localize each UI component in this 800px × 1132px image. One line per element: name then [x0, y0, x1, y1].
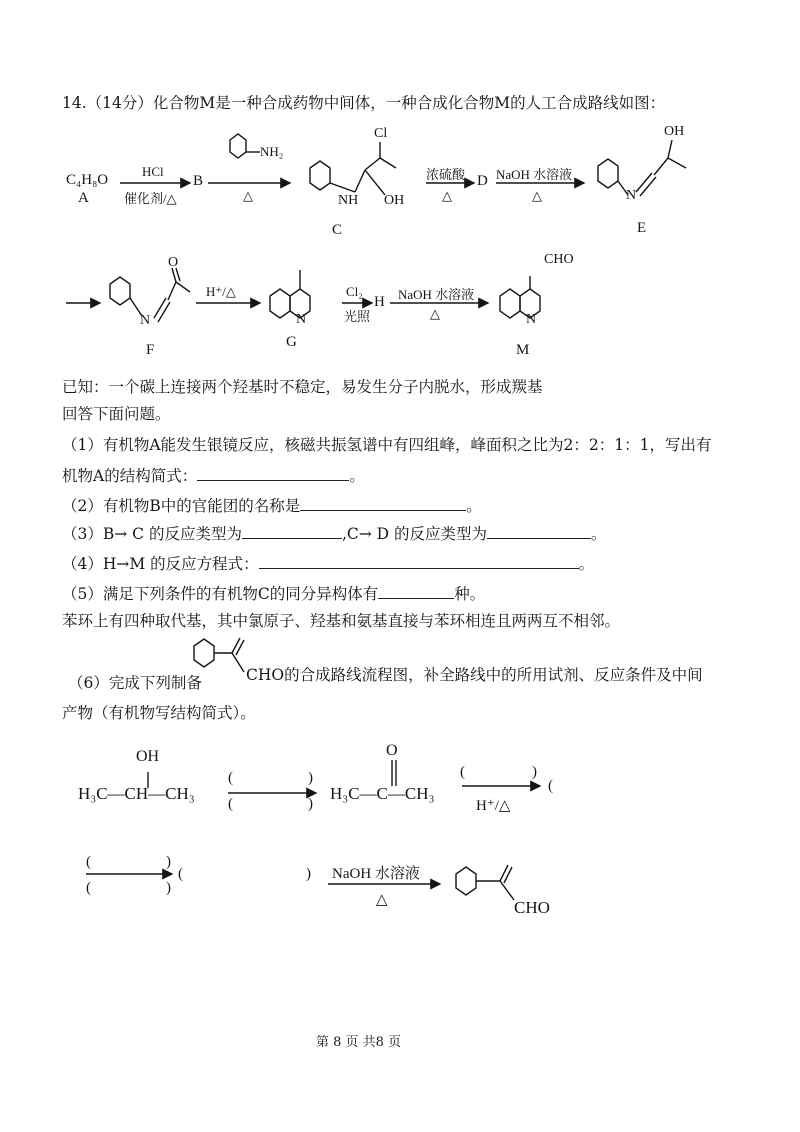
q4-end: 。	[578, 555, 595, 573]
q4-line	[62, 552, 594, 575]
condition-heat-2: △	[243, 188, 253, 203]
label-c: C	[332, 222, 343, 238]
compound-g-n: N	[296, 312, 307, 327]
question-header: 14.（14分）化合物M是一种合成药物中间体，一种合成化合物M的人工合成路线如图：	[62, 94, 666, 112]
answer-intro: 回答下面问题。	[62, 405, 171, 423]
compound-f-n: N	[140, 313, 151, 328]
compound-m-n: N	[526, 312, 537, 327]
q1-label: 机物A的结构简式：	[62, 467, 198, 485]
condition-catalyst-heat: 催化剂/△	[124, 191, 177, 206]
q3-label-b: ,C→ D 的反应类型为	[341, 525, 488, 543]
compound-e-oh: OH	[664, 124, 685, 139]
compound-f-ring	[110, 277, 130, 305]
scheme2-paren-11: )	[166, 880, 171, 896]
q1-end: 。	[349, 467, 365, 485]
scheme2-heat: △	[376, 892, 388, 908]
page-footer: 第 8 页 共8 页	[316, 1035, 402, 1050]
q6-text-c: 产物（有机物写结构简式）。	[62, 704, 256, 722]
label-f: F	[146, 342, 155, 358]
condition-acid-heat: H⁺/△	[206, 284, 236, 299]
q3-answer-blank-1[interactable]	[242, 522, 342, 539]
scheme2-naoh-aq: NaOH 水溶液	[332, 866, 420, 882]
q5-end: 种。	[454, 585, 486, 603]
scheme2-paren-2: )	[308, 770, 313, 786]
formula-c4h8o: C₄H₈O	[66, 172, 109, 188]
compound-c-cl: Cl	[374, 126, 388, 141]
condition-heat-3: △	[442, 188, 452, 203]
synthesis-scheme-1	[0, 0, 800, 360]
label-a: A	[78, 190, 89, 206]
scheme2-paren-7: (	[548, 778, 553, 794]
scheme2-paren-1: (	[228, 770, 233, 786]
q5-condition: 苯环上有四种取代基，其中氯原子、羟基和氨基直接与苯环相连且两两互不相邻。	[62, 612, 621, 630]
scheme2-paren-13: )	[306, 866, 311, 882]
q5-line	[62, 582, 485, 605]
q3-answer-blank-2[interactable]	[487, 522, 591, 539]
q5-label: （5）满足下列条件的有机物C的同分异构体有	[62, 585, 379, 603]
reagent-naoh-aq-2: NaOH 水溶液	[398, 287, 475, 302]
q2-line	[62, 494, 482, 517]
scheme2-acetone: H₃C—C—CH₃	[330, 784, 435, 803]
scheme2-paren-3: (	[228, 796, 233, 812]
q6-text-b: CHO的合成路线流程图，补全路线中的所用试剂、反应条件及中间	[246, 666, 703, 684]
scheme2-paren-5: (	[460, 764, 465, 780]
scheme2-paren-8: (	[86, 854, 91, 870]
condition-heat-7: △	[430, 306, 440, 321]
compound-c-ring	[310, 161, 330, 190]
q3-line	[62, 522, 607, 545]
scheme2-paren-4: )	[308, 796, 313, 812]
compound-c-oh: OH	[384, 193, 405, 208]
condition-heat-4: △	[532, 188, 542, 203]
scheme2-paren-9: )	[166, 854, 171, 870]
q6-label: （6）完成下列制备	[68, 674, 202, 692]
reagent-aniline-nh2: NH₂	[260, 144, 284, 159]
reagent-conc-sulfuric-acid: 浓硫酸	[426, 167, 466, 182]
compound-e-ring	[598, 159, 618, 188]
compound-m-benzo-ring	[500, 289, 520, 318]
scheme2-acid-heat: H⁺/△	[476, 798, 511, 814]
scheme2-paren-10: (	[86, 880, 91, 896]
q1-answer-blank[interactable]	[197, 464, 349, 481]
compound-m-cho: CHO	[544, 252, 574, 267]
q4-label: （4）H→M 的反应方程式：	[62, 555, 259, 573]
reagent-hcl: HCl	[142, 164, 164, 179]
q3-label-a: （3）B→ C 的反应类型为	[62, 525, 242, 543]
q1-line1: （1）有机物A能发生银镜反应，核磁共振氢谱中有四组峰，峰面积之比为2：2：1：1，写出有	[62, 436, 712, 454]
scheme2-product-ring	[456, 867, 476, 895]
reagent-cl2: Cl₂	[346, 284, 363, 299]
q3-end: 。	[591, 525, 607, 543]
compound-f-o: O	[168, 255, 179, 270]
label-g: G	[286, 334, 297, 350]
scheme2-product-cho: CHO	[514, 898, 550, 917]
label-b: B	[193, 173, 204, 189]
scheme2-paren-12: (	[178, 866, 183, 882]
q2-answer-blank[interactable]	[300, 494, 466, 511]
q2-label: （2）有机物B中的官能团的名称是	[62, 497, 301, 515]
label-m: M	[516, 342, 530, 358]
compound-c-nh: NH	[338, 193, 359, 208]
scheme2-acetone-o: O	[386, 742, 398, 759]
aniline-ring	[230, 134, 246, 158]
q2-end: 。	[466, 497, 482, 515]
q1-line2	[62, 464, 365, 487]
compound-g-benzo-ring	[270, 289, 290, 318]
compound-e-n: N	[626, 188, 637, 203]
q5-answer-blank[interactable]	[378, 582, 454, 599]
label-e: E	[637, 220, 647, 236]
label-h: H	[374, 294, 385, 310]
q4-answer-blank[interactable]	[259, 552, 579, 569]
known-info: 已知：一个碳上连接两个羟基时不稳定，易发生分子内脱水，形成羰基	[62, 378, 543, 396]
scheme2-isopropanol: H₃C—CH—CH₃	[78, 784, 195, 803]
label-d: D	[477, 173, 488, 189]
reagent-naoh-aq-1: NaOH 水溶液	[496, 167, 573, 182]
scheme2-paren-6: )	[532, 764, 537, 780]
condition-light: 光照	[344, 309, 371, 324]
scheme2-iso-oh: OH	[136, 748, 160, 765]
